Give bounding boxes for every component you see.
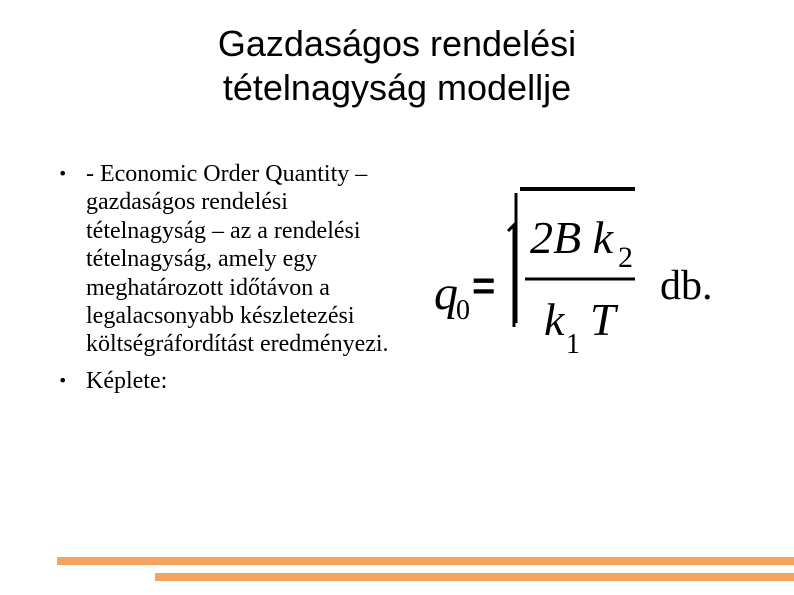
title-line-1: Gazdaságos rendelési <box>217 23 577 64</box>
formula-numerator-sub: 2 <box>618 241 633 274</box>
formula-denominator-var: T <box>590 294 616 345</box>
formula-unit: db. <box>660 263 713 309</box>
formula-equals: = <box>472 264 496 308</box>
formula-lhs-sub: 0 <box>456 295 470 326</box>
eoq-formula <box>420 175 740 365</box>
bullet-icon: • <box>58 164 68 183</box>
bullet-item-definition <box>58 160 403 359</box>
bullet-icon: • <box>58 370 68 390</box>
formula-lhs: q <box>434 267 458 320</box>
formula-denominator-sub: 1 <box>566 329 580 360</box>
slide-title <box>0 22 794 110</box>
sqrt-sign <box>508 225 514 327</box>
eoq-formula-graphic <box>420 175 740 365</box>
accent-bar-top <box>57 557 794 565</box>
bullet-list <box>58 160 403 403</box>
bullet-item-formula-label <box>58 367 403 395</box>
bullet-text-formula-label: Képlete: <box>86 367 168 394</box>
title-line-2: tételnagyság modellje <box>222 67 572 108</box>
formula-numerator: 2B k <box>530 212 614 263</box>
accent-bar-bottom <box>155 573 794 581</box>
formula-denominator: k <box>544 294 565 345</box>
bullet-text-definition: - Economic Order Quantity – gazdaságos rendelési tételnagyság – az a rendelési tételnagyság, amely egy meghatározott időtávon a legalacsonyabb készletezési költségráfordítást eredményezi. <box>86 161 389 358</box>
